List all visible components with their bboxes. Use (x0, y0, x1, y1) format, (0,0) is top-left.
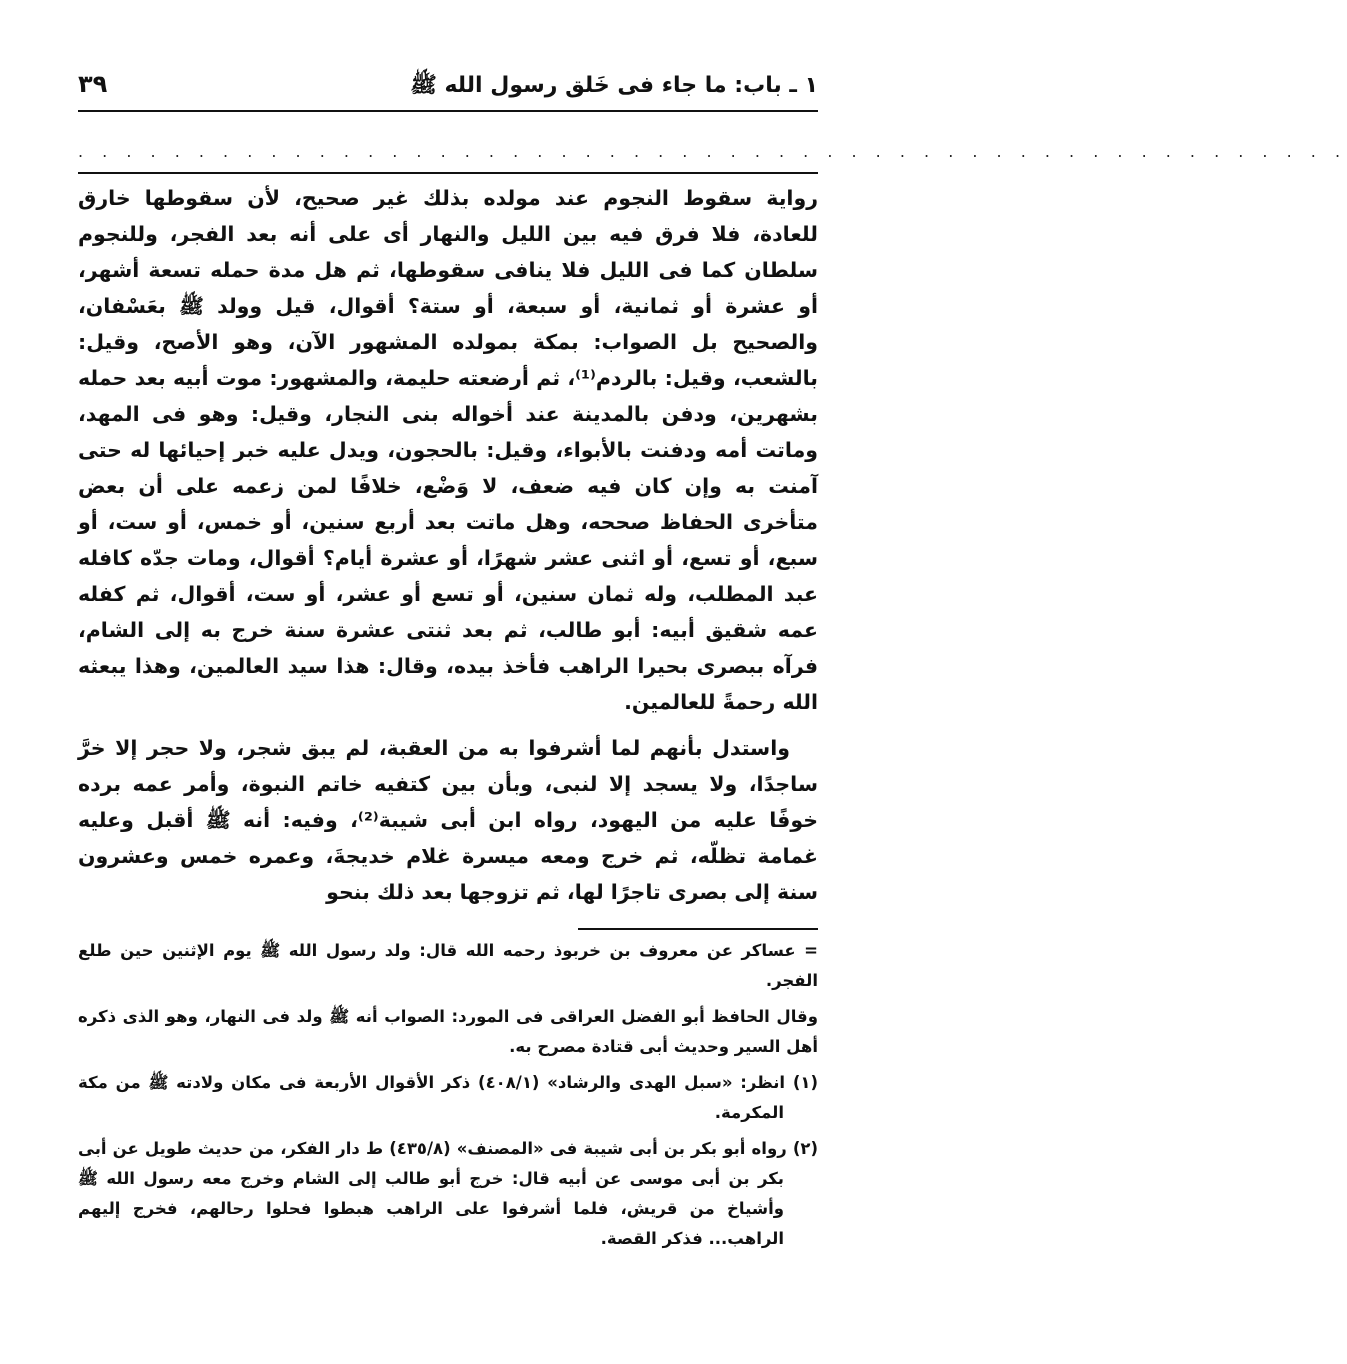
page-number: ٣٩ (78, 70, 108, 98)
paragraph-1: رواية سقوط النجوم عند مولده بذلك غير صحيح، لأن سقوطها خارق للعادة، فلا فرق فيه بين الليل والنهار أى على أنه بعد الفجر، وللنجوم سلطان كما فى الليل فلا ينافى سقوطها، ثم هل مدة حمله تسعة أشهر، أو عشرة أو ثمانية، أو سبعة، أو ستة؟ أقوال، قيل وولد ﷺ بعَسْفان، والصحيح بل الصواب: بمكة بمولده المشهور الآن، وهو الأصح، وقيل: بالشعب، وقيل: بالردم⁽¹⁾، ثم أرضعته حليمة، والمشهور: موت أبيه بعد حمله بشهرين، ودفن بالمدينة عند أخواله بنى النجار، وقيل: وهو فى المهد، وماتت أمه ودفنت بالأبواء، وقيل: بالحجون، ويدل عليه خبر إحيائها له حتى آمنت به وإن كان فيه ضعف، لا وَضْع، خلافًا لمن زعمه على أن بعض متأخرى الحفاظ صححه، وهل ماتت بعد أربع سنين، أو خمس، أو ست، أو سبع، أو تسع، أو اثنى عشر شهرًا، أو عشرة أيام؟ أقوال، ومات جدّه كافله عبد المطلب، وله ثمان سنين، أو تسع أو عشر، أو ست، أقوال، ثم كفله عمه شقيق أبيه: أبو طالب، ثم بعد ثنتى عشرة سنة خرج به إلى الشام، فرآه ببصرى بحيرا الراهب فأخذ بيده، وقال: هذا سيد العالمين، وهذا يبعثه الله رحمةً للعالمين. (78, 186, 818, 714)
footnote-2: (٢) رواه أبو بكر بن أبى شيبة فى «المصنف» (٤٣٥/٨) ط دار الفكر، من حديث طويل عن أبى بكر بن أبى موسى عن أبيه قال: خرج أبو طالب إلى الشام وخرج معه رسول الله ﷺ وأشياخ من قريش، فلما أشرفوا على الراهب هبطوا فحلوا رحالهم، فخرج إليهم الراهب... فذكر القصة. (78, 1139, 818, 1248)
footnote-continuation-1: = عساكر عن معروف بن خربوذ رحمه الله قال: ولد رسول الله ﷺ يوم الإثنين حين طلع الفجر. (78, 941, 818, 990)
footnote-continuation-2: وقال الحافظ أبو الفضل العراقى فى المورد: الصواب أنه ﷺ ولد فى النهار، وهو الذى ذكره أهل السير وحديث أبى قتادة مصرح به. (78, 1007, 818, 1056)
running-header (78, 70, 818, 112)
chapter-title: ١ ـ باب: ما جاء فى خَلق رسول الله ﷺ (410, 73, 818, 98)
footnotes (78, 936, 818, 1254)
paragraph-2: واستدل بأنهم لما أشرفوا به من العقبة، لم يبق شجر، ولا حجر إلا خرَّ ساجدًا، ولا يسجد إلا لنبى، وبأن بين كتفيه خاتم النبوة، وأمر عمه برده خوفًا عليه من اليهود، رواه ابن أبى شيبة⁽²⁾، وفيه: أنه ﷺ أقبل وعليه غمامة تظلّه، ثم خرج ومعه ميسرة غلام خديجةَ، وعمره خمس وعشرون سنة إلى بصرى تاجرًا لها، ثم تزوجها بعد ذلك بنحو (78, 736, 818, 904)
dotted-separator: . . . . . . . . . . . . . . . . . . . . . . . . . . . . . . . . . . . . . . . . . . . . . . . . . . . . . (78, 142, 1347, 161)
book-page (78, 70, 1347, 1340)
footnote-1: (١) انظر: «سبل الهدى والرشاد» (٤٠٨/١) ذكر الأقوال الأربعة فى مكان ولادته ﷺ من مكة المكرمة. (78, 1073, 818, 1122)
footnote-rule (578, 928, 818, 930)
main-text (78, 180, 818, 910)
separator-rule (78, 172, 818, 174)
